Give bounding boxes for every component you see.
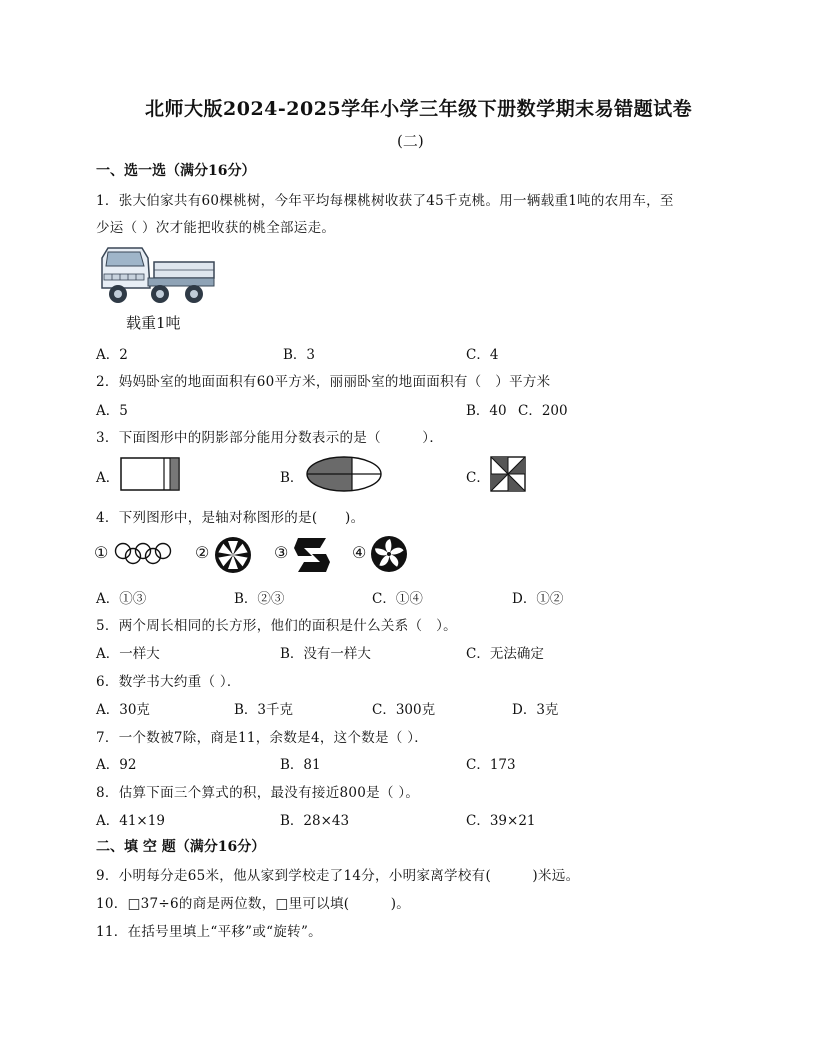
q6-option-d[interactable]: D．3克 [512, 702, 559, 718]
question-8: 8．估算下面三个算式的积，最没有接近800是（ ）。 [96, 785, 420, 801]
q8-option-b[interactable]: B．28×43 [280, 813, 350, 829]
q3-figure-a [120, 457, 180, 491]
q3-label-b[interactable]: B． [280, 470, 304, 486]
question-1-line-2: 少运（ ）次才能把收获的桃全部运走。 [96, 220, 336, 236]
q7-option-b[interactable]: B．81 [280, 757, 321, 773]
question-7: 7．一个数被7除，商是11，余数是4，这个数是（ ）． [96, 730, 429, 746]
q7-option-a[interactable]: A．92 [96, 757, 137, 773]
q6-option-c[interactable]: C．300克 [372, 702, 436, 718]
q4-figure-label-4: ④ [352, 543, 367, 562]
q8-option-c[interactable]: C．39×21 [466, 813, 536, 829]
q5-option-a[interactable]: A．一样大 [96, 646, 160, 662]
q1-option-c[interactable]: C．4 [466, 347, 499, 363]
bauhinia-icon [370, 535, 408, 573]
q2-option-b[interactable]: B．40 [466, 403, 507, 419]
q7-option-c[interactable]: C．173 [466, 757, 516, 773]
q1-option-a[interactable]: A．2 [96, 347, 128, 363]
q4-figure-label-2: ② [195, 543, 210, 562]
q4-figure-label-1: ① [94, 543, 109, 562]
q5-option-b[interactable]: B．没有一样大 [280, 646, 371, 662]
q2-option-a[interactable]: A．5 [96, 403, 128, 419]
question-1-line-1: 1．张大伯家共有60棵桃树，今年平均每棵桃树收获了45千克桃。用一辆载重1吨的农用车，至 [96, 193, 674, 209]
q4-option-a[interactable]: A．①③ [96, 591, 147, 607]
question-2: 2．妈妈卧室的地面面积有60平方米，丽丽卧室的地面面积有（ ）平方米 [96, 374, 551, 390]
q2-option-c[interactable]: C．200 [518, 403, 568, 419]
section-1-heading: 一、选一选（满分16分） [96, 163, 256, 179]
q1-option-b[interactable]: B．3 [283, 347, 316, 363]
q4-option-c[interactable]: C．①④ [372, 591, 423, 607]
q4-figure-label-3: ③ [274, 543, 289, 562]
q3-label-a[interactable]: A． [96, 470, 120, 486]
section-2-heading: 二、填 空 题（满分16分） [96, 839, 266, 855]
hexagon-flower-icon [214, 536, 252, 574]
question-5: 5．两个周长相同的长方形，他们的面积是什么关系（ ）。 [96, 618, 457, 634]
q8-option-a[interactable]: A．41×19 [96, 813, 165, 829]
q4-option-d[interactable]: D．①② [512, 591, 564, 607]
q3-label-c[interactable]: C． [466, 470, 490, 486]
question-3: 3．下面图形中的阴影部分能用分数表示的是（ ）． [96, 430, 444, 446]
page-title: 北师大版2024-2025学年小学三年级下册数学期末易错题试卷 [145, 98, 693, 120]
q6-option-a[interactable]: A．30克 [96, 702, 150, 718]
truck-caption: 载重1吨 [126, 314, 181, 332]
question-4: 4．下列图形中，是轴对称图形的是( )。 [96, 510, 365, 526]
question-9: 9．小明每分走65米，他从家到学校走了14分，小明家离学校有( )米远。 [96, 868, 580, 884]
s-logo-icon [294, 536, 330, 574]
q4-option-b[interactable]: B．②③ [234, 591, 285, 607]
q5-option-c[interactable]: C．无法确定 [466, 646, 544, 662]
q6-option-b[interactable]: B．3千克 [234, 702, 294, 718]
question-11: 11．在括号里填上“平移”或“旋转”。 [96, 924, 322, 940]
q3-figure-b [306, 456, 382, 492]
olympic-rings-icon [114, 542, 172, 564]
question-6: 6．数学书大约重（ ）． [96, 674, 241, 690]
truck-illustration [98, 244, 218, 310]
question-10: 10．□37÷6的商是两位数，□里可以填( )。 [96, 896, 411, 912]
q3-figure-c [490, 456, 526, 492]
page-subtitle: (二) [397, 132, 424, 150]
